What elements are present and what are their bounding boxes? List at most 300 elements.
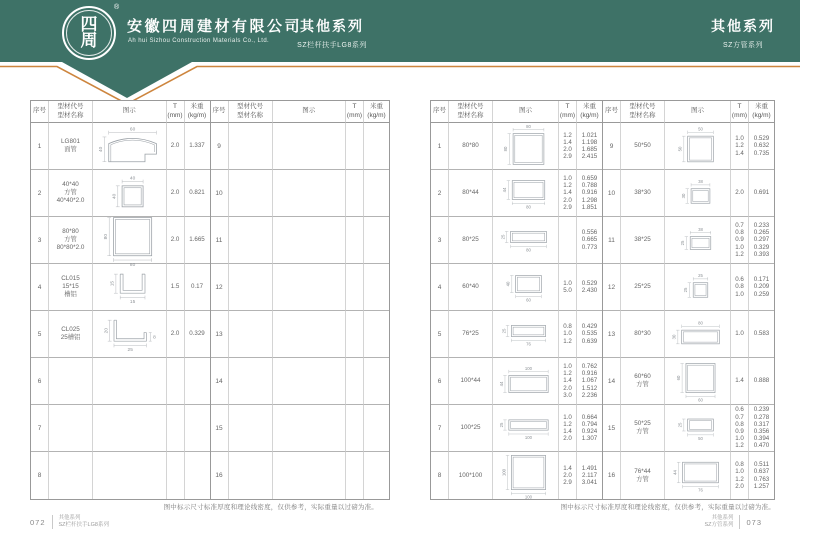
profile-code [229, 405, 273, 452]
svg-text:76: 76 [698, 487, 703, 493]
svg-text:20: 20 [104, 328, 110, 334]
profile-code [229, 264, 273, 311]
row-number [431, 264, 449, 311]
profile-code [449, 264, 493, 311]
weight-values [577, 311, 602, 358]
page-footer-right [704, 515, 762, 530]
text-line: 0.7 [735, 222, 744, 230]
text-line: 0.6 [735, 406, 744, 414]
text-line: 8 [37, 472, 42, 479]
thickness-values [731, 358, 749, 405]
text-line: (mm) [346, 111, 363, 119]
svg-text:38: 38 [698, 179, 703, 185]
profile-cross-section-drawing [493, 311, 558, 357]
svg-text:30: 30 [681, 193, 687, 199]
text-line: 2.0 [170, 142, 180, 150]
text-line: 0.762 [581, 363, 598, 371]
weight-values [749, 217, 774, 264]
series-title: 其他系列 [711, 18, 775, 34]
text-line: 0.665 [581, 236, 598, 244]
text-line: 100*25 [460, 424, 481, 432]
weight-values [577, 405, 602, 452]
series-title: 其他系列 [300, 18, 364, 34]
text-line: 1.337 [189, 142, 205, 150]
column-header [621, 101, 665, 123]
disclaimer-note: 图中标示尺寸标准厚度和理论线密度，仅供参考，实际重量以过磅为准。 [560, 504, 775, 511]
text-line: 100*44 [460, 377, 481, 385]
text-line: 0.556 [581, 229, 598, 237]
svg-text:15: 15 [129, 300, 136, 306]
series-header-right-page [668, 16, 818, 50]
svg-text:100: 100 [524, 435, 533, 441]
profile-cross-section-drawing [93, 264, 166, 310]
profile-cross-section-drawing [93, 123, 166, 169]
text-line: T [737, 103, 742, 111]
column-header [731, 101, 749, 123]
profile-cross-section-drawing [665, 264, 730, 310]
text-line: 0.7 [735, 413, 744, 421]
weight-values [749, 123, 774, 170]
column-header [185, 101, 210, 123]
column-header [229, 101, 273, 123]
thickness-values [559, 217, 577, 264]
svg-text:15: 15 [110, 281, 116, 287]
svg-text:60: 60 [675, 375, 681, 381]
text-line: T [173, 103, 177, 111]
column-header [31, 101, 49, 123]
thickness-values [167, 170, 185, 217]
text-line: 0.637 [753, 468, 770, 476]
text-line: 1.512 [581, 384, 598, 392]
row-number [603, 123, 621, 170]
text-line: 序号 [605, 107, 618, 115]
text-line: 1.2 [563, 370, 572, 378]
text-line: 0.171 [753, 276, 770, 284]
text-line: 7 [37, 424, 42, 432]
thickness-values [346, 217, 364, 264]
thickness-values [559, 405, 577, 452]
text-line: 型材名称 [457, 111, 484, 119]
profile-diagram [273, 452, 347, 499]
footer-divider [739, 515, 740, 529]
text-line: 0.794 [581, 420, 598, 428]
text-line: 米重 [190, 103, 204, 111]
thickness-values [346, 123, 364, 170]
text-line: 2.0 [563, 146, 572, 153]
row-number [603, 217, 621, 264]
thickness-values [731, 123, 749, 170]
profile-table [30, 100, 211, 500]
thickness-values [167, 358, 185, 405]
text-line: 0.239 [753, 406, 770, 414]
svg-text:80: 80 [103, 234, 109, 240]
text-line: 38*30 [634, 189, 651, 197]
text-line: 0.639 [581, 337, 598, 345]
row-number [31, 452, 49, 499]
profile-diagram [93, 311, 167, 358]
thickness-values [559, 311, 577, 358]
profile-code [621, 358, 665, 405]
text-line: 50*25 [634, 420, 651, 428]
text-line: 0.17 [190, 283, 204, 291]
profile-diagram [493, 217, 559, 264]
profile-diagram [493, 264, 559, 311]
profile-table [430, 100, 603, 500]
profile-code [449, 405, 493, 452]
text-line: 80*25 [462, 236, 479, 244]
text-line: 13 [607, 330, 616, 338]
column-header [559, 101, 577, 123]
text-line: 2.0 [563, 471, 572, 479]
profile-code [449, 217, 493, 264]
text-line: 1.0 [563, 330, 572, 338]
profile-code [621, 217, 665, 264]
text-line: 1.307 [581, 435, 598, 443]
series-subtitle: SZ方管系列 [723, 42, 763, 49]
svg-text:80: 80 [129, 262, 136, 268]
text-line: T [565, 103, 570, 111]
text-line: 1.665 [189, 236, 205, 244]
company-logo [62, 6, 116, 60]
page-number: 072 [30, 517, 46, 527]
svg-text:80: 80 [526, 247, 531, 253]
text-line: 1.0 [563, 413, 572, 421]
text-line: 80*30 [634, 330, 651, 338]
text-line: 1.4 [563, 189, 572, 197]
thickness-values [167, 123, 185, 170]
svg-text:50: 50 [698, 126, 703, 132]
thickness-values [346, 452, 364, 499]
text-line: 13 [215, 330, 223, 338]
row-number [431, 217, 449, 264]
profile-diagram [665, 452, 731, 499]
text-line: 38*25 [634, 236, 651, 244]
text-line: 1.0 [563, 363, 572, 371]
thickness-values [167, 452, 185, 499]
row-number [31, 311, 49, 358]
profile-cross-section-drawing [493, 405, 558, 451]
weight-values [185, 405, 210, 452]
weight-values [749, 264, 774, 311]
text-line: 1.4 [563, 464, 572, 472]
text-line: 11 [608, 236, 615, 244]
text-line: 1.067 [581, 377, 598, 385]
svg-text:40: 40 [99, 146, 105, 152]
profile-diagram [493, 123, 559, 170]
profile-cross-section-drawing [493, 170, 558, 216]
text-line: 方管 [636, 381, 649, 388]
profile-code [449, 123, 493, 170]
profile-code [229, 358, 273, 405]
row-number [603, 170, 621, 217]
text-line: (kg/m) [580, 111, 599, 119]
row-number [31, 123, 49, 170]
text-line: 1.4 [563, 428, 572, 435]
profile-diagram [273, 405, 347, 452]
text-line: 2.0 [170, 189, 180, 197]
text-line: 2.0 [735, 189, 744, 197]
text-line: 10 [607, 189, 616, 197]
column-header [577, 101, 602, 123]
text-line: 型材名称 [629, 111, 656, 119]
column-header [273, 101, 347, 123]
svg-text:38: 38 [698, 227, 703, 233]
profile-code [621, 264, 665, 311]
text-line: 0.529 [753, 135, 770, 143]
text-line: 序号 [212, 107, 226, 115]
text-line: 12 [215, 283, 223, 291]
text-line: 方管 [636, 475, 649, 483]
text-line: 米重 [583, 103, 596, 111]
row-number [211, 170, 229, 217]
profile-code [621, 405, 665, 452]
text-line: 76*25 [462, 330, 479, 338]
thickness-values [167, 217, 185, 264]
text-line: T [352, 103, 357, 111]
text-line: 1.0 [563, 279, 572, 287]
text-line: 5.0 [563, 287, 572, 294]
text-line: 米重 [755, 103, 768, 111]
row-number [603, 264, 621, 311]
svg-text:44: 44 [498, 381, 504, 387]
text-line: 图示 [302, 107, 316, 115]
svg-text:25: 25 [677, 422, 683, 428]
profile-cross-section-drawing [665, 170, 730, 216]
row-number [603, 358, 621, 405]
svg-text:60: 60 [698, 397, 703, 403]
weight-values [577, 123, 602, 170]
text-line: 0.8 [735, 420, 744, 428]
text-line: 1.0 [735, 435, 744, 443]
svg-text:25: 25 [498, 422, 504, 428]
text-line: 1.198 [581, 138, 598, 146]
thickness-values [346, 311, 364, 358]
text-line: 方管 [64, 236, 77, 244]
row-number [431, 452, 449, 499]
text-line: 6 [437, 377, 442, 385]
row-number [211, 264, 229, 311]
text-line: 0.356 [753, 428, 770, 435]
text-line: 2.415 [581, 153, 598, 161]
text-line: 9 [609, 142, 614, 150]
text-line: 面管 [64, 146, 77, 153]
profile-code [49, 217, 93, 264]
text-line: 2.430 [581, 287, 598, 294]
text-line: (mm) [167, 111, 183, 119]
weight-values [185, 311, 210, 358]
column-header [93, 101, 167, 123]
thickness-values [731, 217, 749, 264]
profile-code [49, 405, 93, 452]
row-number [603, 405, 621, 452]
weight-values [749, 358, 774, 405]
text-line: 2.9 [563, 479, 572, 487]
text-line: 0.329 [753, 243, 770, 251]
weight-values [749, 452, 774, 499]
text-line: 76*44 [634, 467, 651, 475]
thickness-values [731, 311, 749, 358]
profile-diagram [93, 123, 167, 170]
text-line: 型材名称 [237, 111, 263, 119]
weight-values [364, 311, 389, 358]
text-line: 1.5 [170, 283, 180, 291]
weight-values [185, 123, 210, 170]
profile-table [602, 100, 775, 500]
text-line: 1.2 [563, 182, 572, 190]
text-line: (kg/m) [187, 111, 207, 119]
weight-values [185, 170, 210, 217]
thickness-values [167, 264, 185, 311]
text-line: 0.8 [563, 323, 572, 331]
svg-text:60: 60 [526, 297, 531, 303]
text-line: 0.632 [753, 142, 770, 150]
svg-text:80: 80 [698, 320, 703, 326]
text-line: 0.209 [753, 283, 770, 291]
text-line: 0.8 [735, 283, 744, 291]
text-line: 1.2 [563, 420, 572, 428]
svg-text:76: 76 [526, 341, 531, 347]
text-line: 1 [437, 142, 442, 150]
text-line: 0.888 [753, 377, 770, 385]
weight-values [364, 123, 389, 170]
text-line: 图示 [519, 107, 532, 115]
company-name: 安徽四周建材有限公司 [127, 18, 303, 35]
footer-divider [52, 515, 53, 529]
thickness-values [346, 358, 364, 405]
thickness-values [731, 264, 749, 311]
profile-code [449, 170, 493, 217]
thickness-values [346, 405, 364, 452]
thickness-values [346, 264, 364, 311]
row-number [431, 311, 449, 358]
text-line: (kg/m) [367, 111, 386, 119]
text-line: 型材代号 [57, 103, 84, 111]
text-line: 12 [607, 283, 616, 291]
profile-cross-section-drawing [665, 217, 730, 263]
text-line: 40*40 [62, 181, 79, 189]
profile-table [210, 100, 391, 500]
text-line: 0.393 [753, 250, 770, 258]
profile-code [621, 123, 665, 170]
text-line: 16 [607, 472, 616, 479]
text-line: 方管 [636, 428, 649, 435]
company-name-english: Ah hui Sizhou Construction Materials Co., Ltd. [128, 38, 270, 44]
profile-diagram [665, 358, 731, 405]
text-line: 50*50 [634, 142, 651, 150]
profile-diagram [665, 405, 731, 452]
svg-text:100: 100 [524, 494, 533, 500]
profile-cross-section-drawing [493, 264, 558, 310]
catalog-page-right [430, 100, 775, 500]
svg-text:100: 100 [524, 365, 533, 371]
row-number [211, 405, 229, 452]
profile-code [621, 452, 665, 499]
text-line: 80*80*2.0 [56, 243, 85, 251]
thickness-values [559, 358, 577, 405]
row-number [211, 217, 229, 264]
svg-text:100: 100 [501, 468, 507, 477]
row-number [31, 217, 49, 264]
text-line: 0.916 [581, 189, 598, 197]
text-line: 0.9 [735, 428, 744, 435]
svg-text:40: 40 [129, 176, 136, 182]
text-line: 0.659 [581, 175, 598, 183]
text-line: 9 [217, 142, 221, 150]
text-line: 序号 [433, 107, 446, 115]
text-line: 0.664 [581, 413, 598, 421]
profile-code [229, 311, 273, 358]
profile-code [49, 358, 93, 405]
text-line: CL025 [61, 326, 80, 334]
text-line: 2.0 [563, 196, 572, 204]
text-line: 0.583 [753, 330, 770, 338]
profile-code [49, 311, 93, 358]
profile-diagram [93, 217, 167, 268]
text-line: 1.021 [581, 131, 598, 139]
profile-diagram [93, 358, 167, 405]
thickness-values [167, 405, 185, 452]
svg-text:8: 8 [153, 335, 156, 341]
footer-series [59, 515, 109, 530]
text-line: 2.236 [581, 391, 598, 399]
text-line: 1.685 [581, 146, 598, 153]
row-number [211, 311, 229, 358]
disclaimer-note: 图中标示尺寸标准厚度和理论线密度，仅供参考，实际重量以过磅为准。 [163, 504, 378, 511]
text-line: 1.0 [735, 330, 744, 338]
text-line: 0.529 [581, 279, 598, 287]
profile-diagram [665, 170, 731, 217]
catalog-page-left [30, 100, 390, 500]
logo-ring [66, 10, 112, 56]
column-header [603, 101, 621, 123]
profile-diagram [665, 217, 731, 264]
row-number [431, 123, 449, 170]
svg-text:80: 80 [526, 204, 531, 210]
text-line: 0.924 [581, 428, 598, 435]
text-line: 80*80 [62, 228, 79, 236]
profile-cross-section-drawing [93, 217, 166, 268]
profile-diagram [273, 358, 347, 405]
text-line: 1.0 [735, 135, 744, 143]
text-line: 1.0 [735, 243, 744, 251]
svg-text:50: 50 [677, 146, 683, 152]
text-line: 0.9 [735, 236, 744, 244]
text-line: 1.0 [563, 175, 572, 183]
profile-code [49, 123, 93, 170]
weight-values [185, 452, 210, 499]
profile-diagram [93, 452, 167, 499]
weight-values [364, 217, 389, 264]
row-number [211, 123, 229, 170]
profile-code [229, 217, 273, 264]
row-number [603, 311, 621, 358]
profile-cross-section-drawing [93, 311, 166, 357]
svg-text:44: 44 [502, 187, 508, 193]
text-line: 0.394 [753, 435, 770, 443]
weight-values [577, 264, 602, 311]
text-line: 0.773 [581, 243, 598, 251]
text-line: 1.257 [753, 482, 770, 490]
svg-text:25: 25 [501, 328, 507, 334]
profile-cross-section-drawing [93, 170, 166, 216]
profile-code [621, 170, 665, 217]
profile-cross-section-drawing [665, 452, 730, 499]
row-number [31, 264, 49, 311]
profile-diagram [93, 264, 167, 311]
text-line: 16 [215, 472, 223, 479]
svg-text:80: 80 [503, 146, 509, 152]
thickness-values [559, 452, 577, 499]
